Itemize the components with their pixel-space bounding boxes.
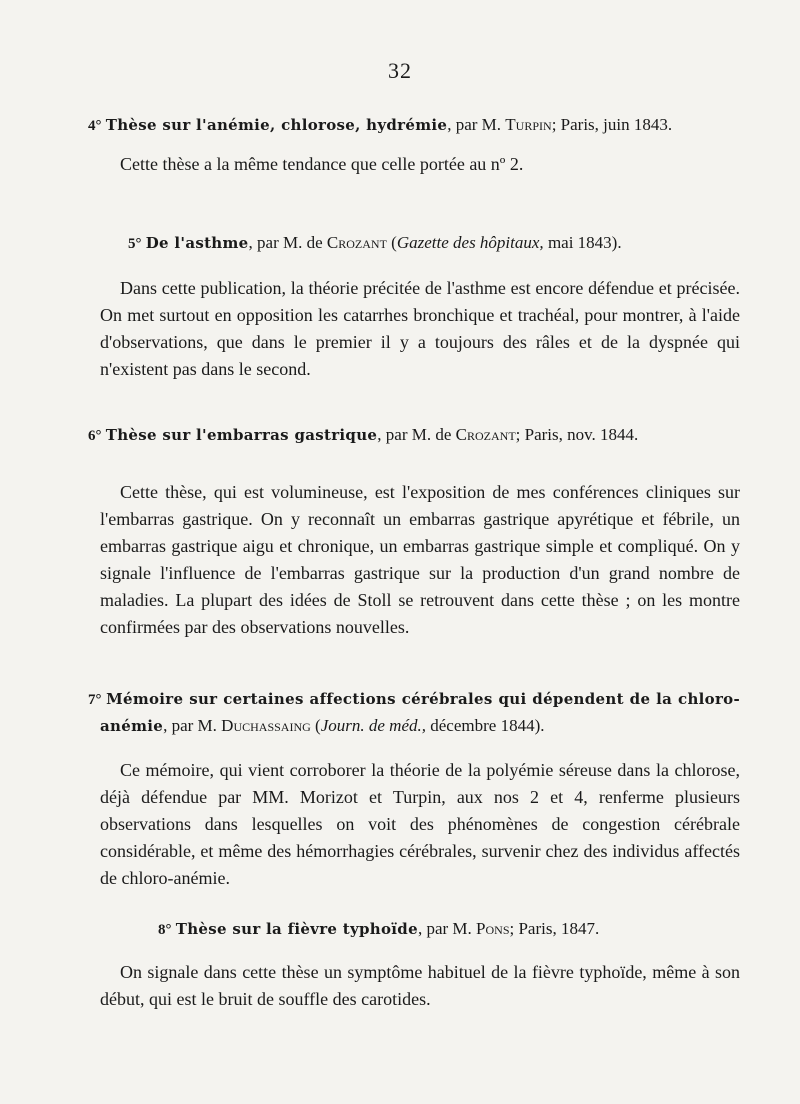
entry-rest: décembre 1844). xyxy=(426,716,545,735)
entry-open: ( xyxy=(386,233,397,252)
entry-author: Crozant xyxy=(326,233,387,252)
entry-5 xyxy=(100,230,740,383)
entry-6 xyxy=(88,422,740,641)
entry-8 xyxy=(100,916,740,1013)
entry-heading xyxy=(88,686,740,739)
entry-open: ( xyxy=(310,716,321,735)
entry-paragraph: On signale dans cette thèse un symptôme habituel de la fièvre typhoïde, même à son début, qui est le bruit de souffle des carotides. xyxy=(100,962,740,1009)
entry-heading xyxy=(88,112,740,139)
entry-rest: ; Paris, nov. 1844. xyxy=(515,425,639,444)
entry-source: Gazette des hôpitaux, xyxy=(396,233,544,252)
entry-rest: ; Paris, 1847. xyxy=(509,919,600,938)
entry-paragraph: Ce mémoire, qui vient corroborer la théorie de la polyémie séreuse dans la chlorose, déjà défendue par MM. Morizot et Turpin, aux nos 2 et 4, renferme plusieurs observations dans lesquelles on voit des phénomènes de congestion cérébrale considérable, et même des hémorrhagies cérébrales, survenir chez des individus affectés de chloro-anémie. xyxy=(100,760,740,888)
entry-author: Crozant xyxy=(455,425,516,444)
entry-number: 6° xyxy=(88,428,102,444)
entry-paragraph: Cette thèse, qui est volumineuse, est l'exposition de mes conférences cliniques sur l'embarras gastrique. On y reconnaît un embarras gastrique apyrétique et fébrile, un embarras gastrique aigu et chronique, un embarras gastrique simple et compliqué. On y signale l'influence de l'embarras gastrique sur la production d'un grand nombre de maladies. La plupart des idées de Stoll se retrouvent dans cette thèse ; on les montre confirmées par des observations nouvelles. xyxy=(100,482,740,637)
entry-number: 8° xyxy=(158,922,172,938)
entry-number: 7° xyxy=(88,692,102,708)
entry-title: Thèse sur l'embarras gastrique xyxy=(105,426,378,444)
entry-author: Turpin xyxy=(505,115,552,134)
entry-4 xyxy=(88,112,740,178)
entry-by: , par M. de xyxy=(377,425,456,444)
entry-title: De l'asthme xyxy=(145,234,249,252)
entry-heading xyxy=(100,916,740,943)
entry-title: Mémoire sur certaines affections cérébrales qui dépendent de la chloro-anémie xyxy=(100,690,740,735)
entry-source: Journ. de méd., xyxy=(320,716,426,735)
entry-number: 5° xyxy=(128,236,142,252)
entry-number: 4° xyxy=(88,118,102,134)
entry-by: , par M. xyxy=(417,919,477,938)
entry-by: , par M. xyxy=(163,716,222,735)
entry-heading xyxy=(100,230,740,257)
entry-title: Thèse sur la fièvre typhoïde xyxy=(175,920,418,938)
entry-title: Thèse sur l'anémie, chlorose, hydrémie xyxy=(105,116,448,134)
entry-7 xyxy=(88,686,740,892)
entry-paragraph: Dans cette publication, la théorie précitée de l'asthme est encore défendue et précisée. On met surtout en opposition les catarrhes bronchique et trachéal, pour montrer, à l'aide d'observations, que dans le premier il y a toujours des râles et de la dyspnée qui n'existent pas dans le second. xyxy=(100,278,740,379)
page-number: 32 xyxy=(388,58,412,83)
entry-by: , par M. xyxy=(447,115,506,134)
entry-by: , par M. de xyxy=(248,233,327,252)
entry-paragraph: Cette thèse a la même tendance que celle portée au nº 2. xyxy=(120,154,524,174)
entry-author: Duchassaing xyxy=(221,716,311,735)
entry-heading xyxy=(88,422,740,449)
entry-author: Pons xyxy=(476,919,510,938)
entry-rest: mai 1843). xyxy=(543,233,622,252)
entry-rest: ; Paris, juin 1843. xyxy=(551,115,673,134)
